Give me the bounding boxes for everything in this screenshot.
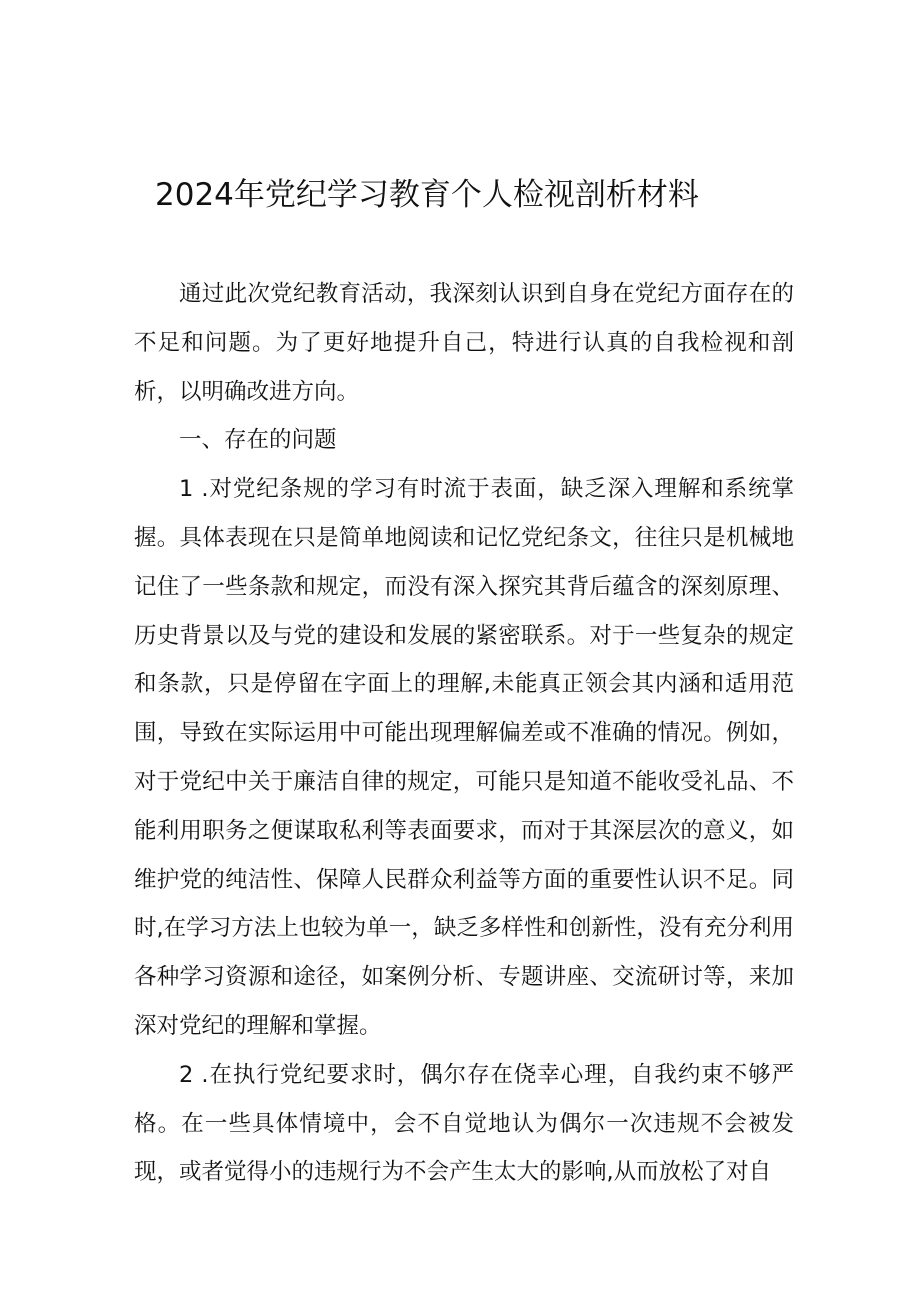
section-heading: 一、存在的问题 — [179, 427, 337, 454]
document-title: 2024年党纪学习教育个人检视剖析材料 — [155, 177, 699, 213]
paragraph-item-2: 2 .在执行党纪要求时，偶尔存在侥幸心理，自我约束不够严格。在一些具体情境中，会不自觉地认为偶尔一次违规不会被发现，或者觉得小的违规行为不会产生太大的影响,从而放松了对自 — [134, 1061, 794, 1186]
document-body — [134, 270, 794, 1197]
paragraph-intro: 通过此次党纪教育活动，我深刻认识到自身在党纪方面存在的不足和问题。为了更好地提升自己，特进行认真的自我检视和剖析，以明确改进方向。 — [134, 281, 794, 405]
paragraph-item-1: 1 .对党纪条规的学习有时流于表面，缺乏深入理解和系统掌握。具体表现在只是简单地阅读和记忆党纪条文，往往只是机械地记住了一些条款和规定，而没有深入探究其背后蕴含的深刻原理、历史背景以及与党的建设和发展的紧密联系。对于一些复杂的规定和条款，只是停留在字面上的理解,未能真正领会其内涵和适用范围，导致在实际运用中可能出现理解偏差或不准确的情况。例如，对于党纪中关于廉洁自律的规定，可能只是知道不能收受礼品、不能利用职务之便谋取私利等表面要求，而对于其深层次的意义，如维护党的纯洁性、保障人民群众利益等方面的重要性认识不足。同时,在学习方法上也较为单一，缺乏多样性和创新性，没有充分利用各种学习资源和途径，如案例分析、专题讲座、交流研讨等，来加深对党纪的理解和掌握。 — [134, 476, 794, 1039]
